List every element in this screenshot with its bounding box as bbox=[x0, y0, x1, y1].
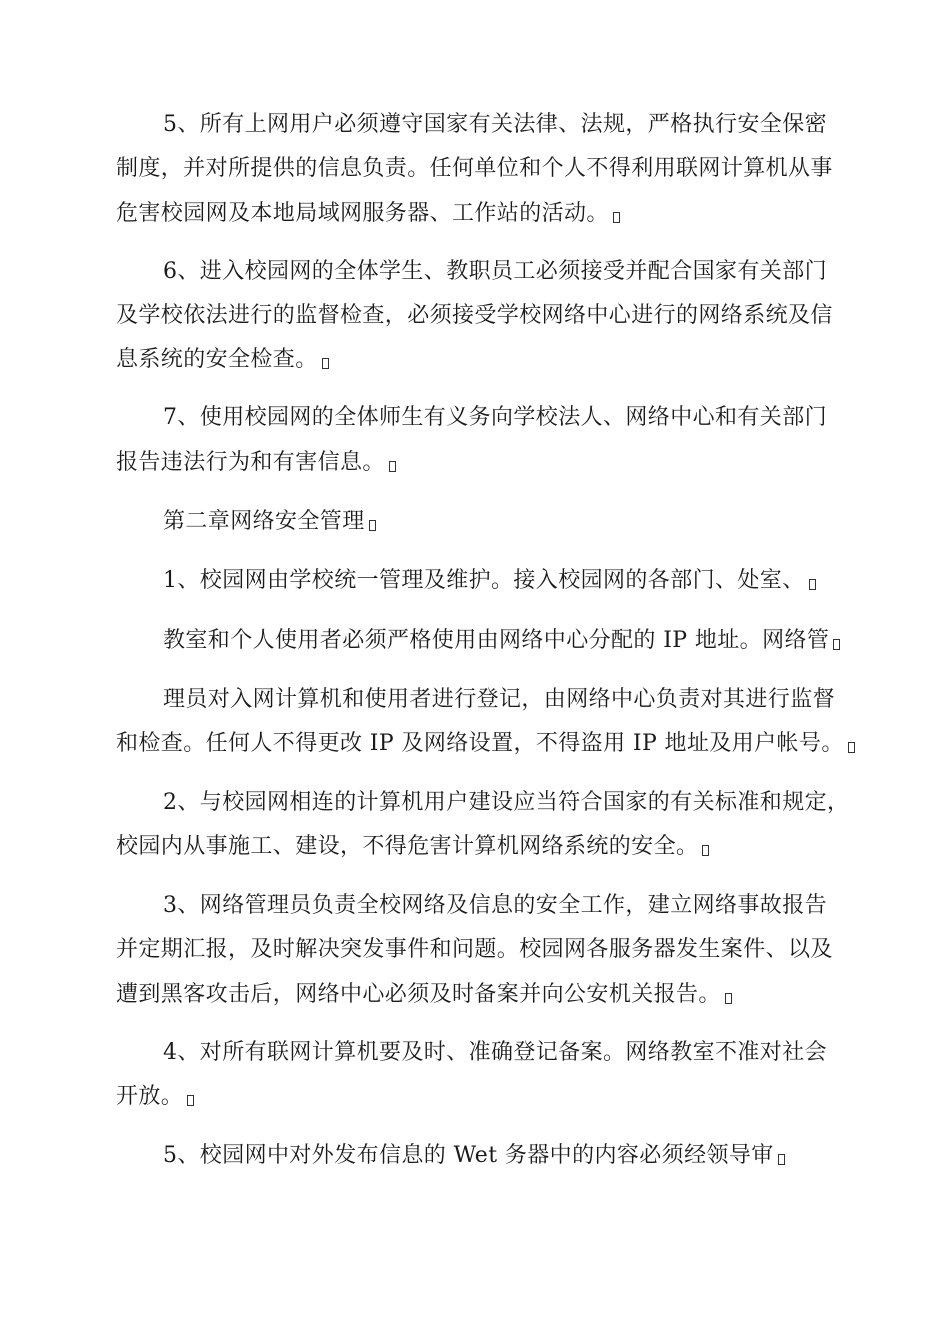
chapter2-item-1-line-4: 和检查。任何人不得更改 IP 及网络设置，不得盗用 IP 地址及用户帐号。 bbox=[116, 729, 855, 759]
paragraph-7-line-2: 报告违法行为和有害信息。 bbox=[116, 448, 396, 478]
paragraph-mark-icon bbox=[322, 358, 329, 369]
paragraph-7-line-1: 7、使用校园网的全体师生有义务向学校法人、网络中心和有关部门 bbox=[163, 405, 827, 430]
chapter-heading: 第二章网络安全管理 bbox=[163, 507, 376, 537]
chapter2-item-4-line-1: 4、对所有联网计算机要及时、准确登记备案。网络教室不准对社会 bbox=[163, 1040, 827, 1065]
paragraph-5-line-2: 制度，并对所提供的信息负责。任何单位和个人不得利用联网计算机从事 bbox=[116, 156, 833, 181]
chapter2-item-4-line-2: 开放。 bbox=[116, 1082, 194, 1112]
paragraph-mark-icon bbox=[848, 742, 855, 753]
paragraph-mark-icon bbox=[778, 1154, 785, 1165]
paragraph-mark-icon bbox=[389, 461, 396, 472]
paragraph-5-line-3: 危害校园网及本地局域网服务器、工作站的活动。 bbox=[116, 199, 620, 229]
paragraph-mark-icon bbox=[187, 1095, 194, 1106]
chapter2-item-1-line-2: 教室和个人使用者必须严格使用由网络中心分配的 IP 地址。网络管 bbox=[163, 626, 840, 656]
chapter2-item-3-line-2: 并定期汇报，及时解决突发事件和问题。校园网各服务器发生案件、以及 bbox=[116, 937, 833, 962]
chapter2-item-3-line-1: 3、网络管理员负责全校网络及信息的安全工作，建立网络事故报告 bbox=[163, 893, 827, 918]
paragraph-mark-icon bbox=[833, 639, 840, 650]
paragraph-mark-icon bbox=[702, 845, 709, 856]
chapter2-item-2-line-2: 校园内从事施工、建设，不得危害计算机网络系统的安全。 bbox=[116, 832, 709, 862]
chapter2-item-2-line-1: 2、与校园网相连的计算机用户建设应当符合国家的有关标准和规定， bbox=[163, 790, 850, 815]
paragraph-5-line-1: 5、所有上网用户必须遵守国家有关法律、法规，严格执行安全保密 bbox=[163, 112, 827, 137]
chapter2-item-5-line-1: 5、校园网中对外发布信息的 Wet 务器中的内容必须经领导审 bbox=[163, 1141, 785, 1171]
paragraph-mark-icon bbox=[613, 212, 620, 223]
paragraph-6-line-1: 6、进入校园网的全体学生、教职员工必须接受并配合国家有关部门 bbox=[163, 259, 827, 284]
chapter2-item-1-line-3: 理员对入网计算机和使用者进行登记，由网络中心负责对其进行监督 bbox=[163, 687, 836, 712]
paragraph-6-line-3: 息系统的安全检查。 bbox=[116, 345, 329, 375]
paragraph-mark-icon bbox=[725, 993, 732, 1004]
chapter2-item-1-line-1: 1、校园网由学校统一管理及维护。接入校园网的各部门、处室、 bbox=[163, 566, 816, 596]
chapter2-item-3-line-3: 遭到黑客攻击后，网络中心必须及时备案并向公安机关报告。 bbox=[116, 980, 732, 1010]
paragraph-6-line-2: 及学校依法进行的监督检查，必须接受学校网络中心进行的网络系统及信 bbox=[116, 303, 833, 328]
paragraph-mark-icon bbox=[369, 520, 376, 531]
paragraph-mark-icon bbox=[809, 579, 816, 590]
